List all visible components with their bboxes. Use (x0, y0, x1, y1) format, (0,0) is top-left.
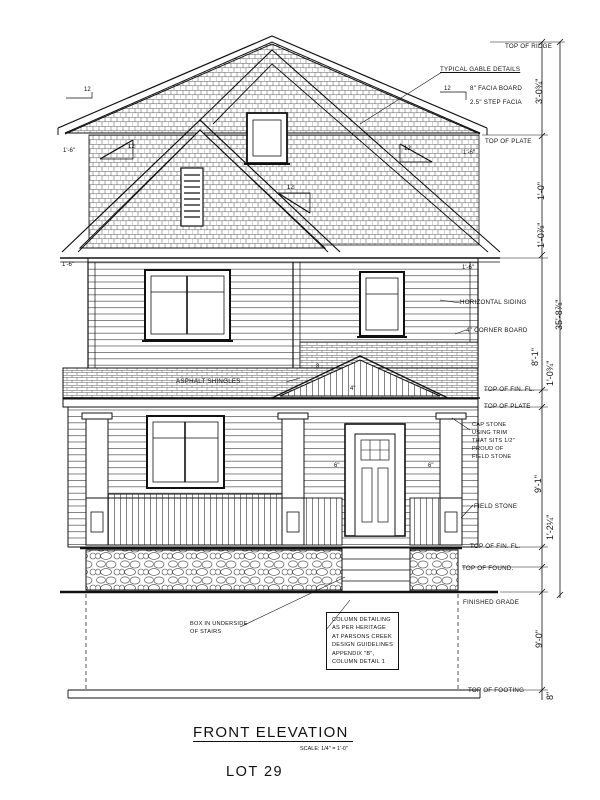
overhang-mid-left: 1'-6" (62, 262, 74, 268)
dim-footing: 8" (545, 691, 555, 700)
drawing-title: FRONT ELEVATION (193, 724, 349, 741)
dim-roof-minor: 3'-0¾" (534, 78, 544, 104)
upper-left-window (142, 270, 233, 341)
gable-vent (181, 168, 203, 226)
column-note-line-5: APPENDIX "B", (332, 650, 375, 657)
dim-main-floor: 9'-1" (533, 475, 543, 493)
cap-stone-line-3: THAT SITS 1/2" (472, 438, 515, 444)
overhang-mid-right: 1'-6" (462, 265, 474, 271)
pitch-8-porch: 8 (316, 364, 320, 370)
box-stairs-line-2: OF STAIRS (190, 629, 222, 635)
lot-number: LOT 29 (226, 764, 284, 780)
callout-cap-stone (472, 421, 515, 461)
main-window (147, 416, 224, 488)
dim-roof-height: 1'-0" (536, 182, 546, 200)
title-underline (193, 741, 353, 742)
level-top-of-footing: TOP OF FOOTING (468, 687, 525, 694)
box-stairs-line-1: BOX IN UNDERSIDE (190, 621, 248, 627)
column-dim-right: 6" (428, 463, 434, 469)
column-note-line-3: AT PARSONS CREEK (332, 633, 392, 640)
porch-beam (63, 399, 478, 407)
level-top-of-fin-fl-main: TOP OF FIN. FL. (470, 543, 521, 550)
callout-box-stairs (190, 620, 247, 636)
dim-overall: 35'-8⅞" (554, 299, 564, 330)
column-note-line-1: COLUMN DETAILING (332, 617, 391, 623)
callout-corner-board: 4" CORNER BOARD (466, 327, 528, 334)
pitch-12-top-right: 12 (444, 86, 451, 92)
front-stairs (342, 548, 410, 592)
pitch-12-left: 12 (128, 144, 135, 150)
callout-fascia: 8" FACIA BOARD (470, 85, 523, 92)
callout-step-fascia: 2.5" STEP FACIA (470, 99, 522, 106)
overhang-upper-right: 1'-6" (463, 150, 475, 156)
drawing-scale: SCALE: 1/4" = 1'-0" (300, 746, 348, 752)
cap-stone-line-2: USING TRIM (472, 430, 508, 436)
column-dim-left: 6" (334, 463, 340, 469)
dim-upper-floor: 8'-1" (530, 348, 540, 366)
cap-stone-line-4: PROUD OF (472, 446, 504, 452)
basement-foundation-wall (68, 594, 480, 698)
gable-window (244, 113, 290, 164)
callout-horizontal-siding: HORIZONTAL SIDING (460, 299, 527, 306)
overhang-upper-left: 1'-6" (63, 148, 75, 154)
column-note-line-4: DESIGN GUIDELINES (332, 642, 394, 649)
pitch-12-right: 12 (404, 146, 411, 152)
level-top-of-plate-main: TOP OF PLATE (484, 403, 531, 410)
dim-basement: 9'-0" (534, 630, 544, 648)
callout-column-note (326, 612, 399, 670)
dim-upper-floor-joist: 1'-0¾" (545, 360, 555, 386)
level-top-of-ridge: TOP OF RIDGE (505, 43, 553, 50)
dim-upper-wall: 1'-0⅞" (536, 222, 546, 248)
level-finished-grade: FINISHED GRADE (463, 599, 520, 606)
cap-stone-line-1: CAP STONE (472, 422, 507, 428)
porch-gable-height: 4" (350, 386, 356, 392)
callout-asphalt-shingles: ASPHALT SHINGLES (176, 378, 241, 385)
dim-main-floor-joist: 1'-2¼" (545, 514, 555, 540)
level-top-of-fin-fl-upper: TOP OF FIN. FL. (484, 386, 535, 393)
column-note-line-6: COLUMN DETAIL 1 (332, 659, 386, 666)
level-top-of-plate-upper: TOP OF PLATE (485, 138, 532, 145)
level-top-of-found: TOP OF FOUND. (462, 565, 514, 572)
callout-field-stone: FIELD STONE (474, 503, 518, 510)
cap-stone-line-5: FIELD STONE (472, 454, 512, 460)
front-door (345, 424, 405, 536)
column-note-line-2: AS PER HERITAGE (332, 625, 387, 632)
upper-right-window (357, 272, 407, 337)
callout-typical-gable-details: TYPICAL GABLE DETAILS (440, 66, 521, 73)
pitch-12-top-left: 12 (84, 87, 91, 93)
pitch-12-center: 12 (287, 185, 294, 191)
